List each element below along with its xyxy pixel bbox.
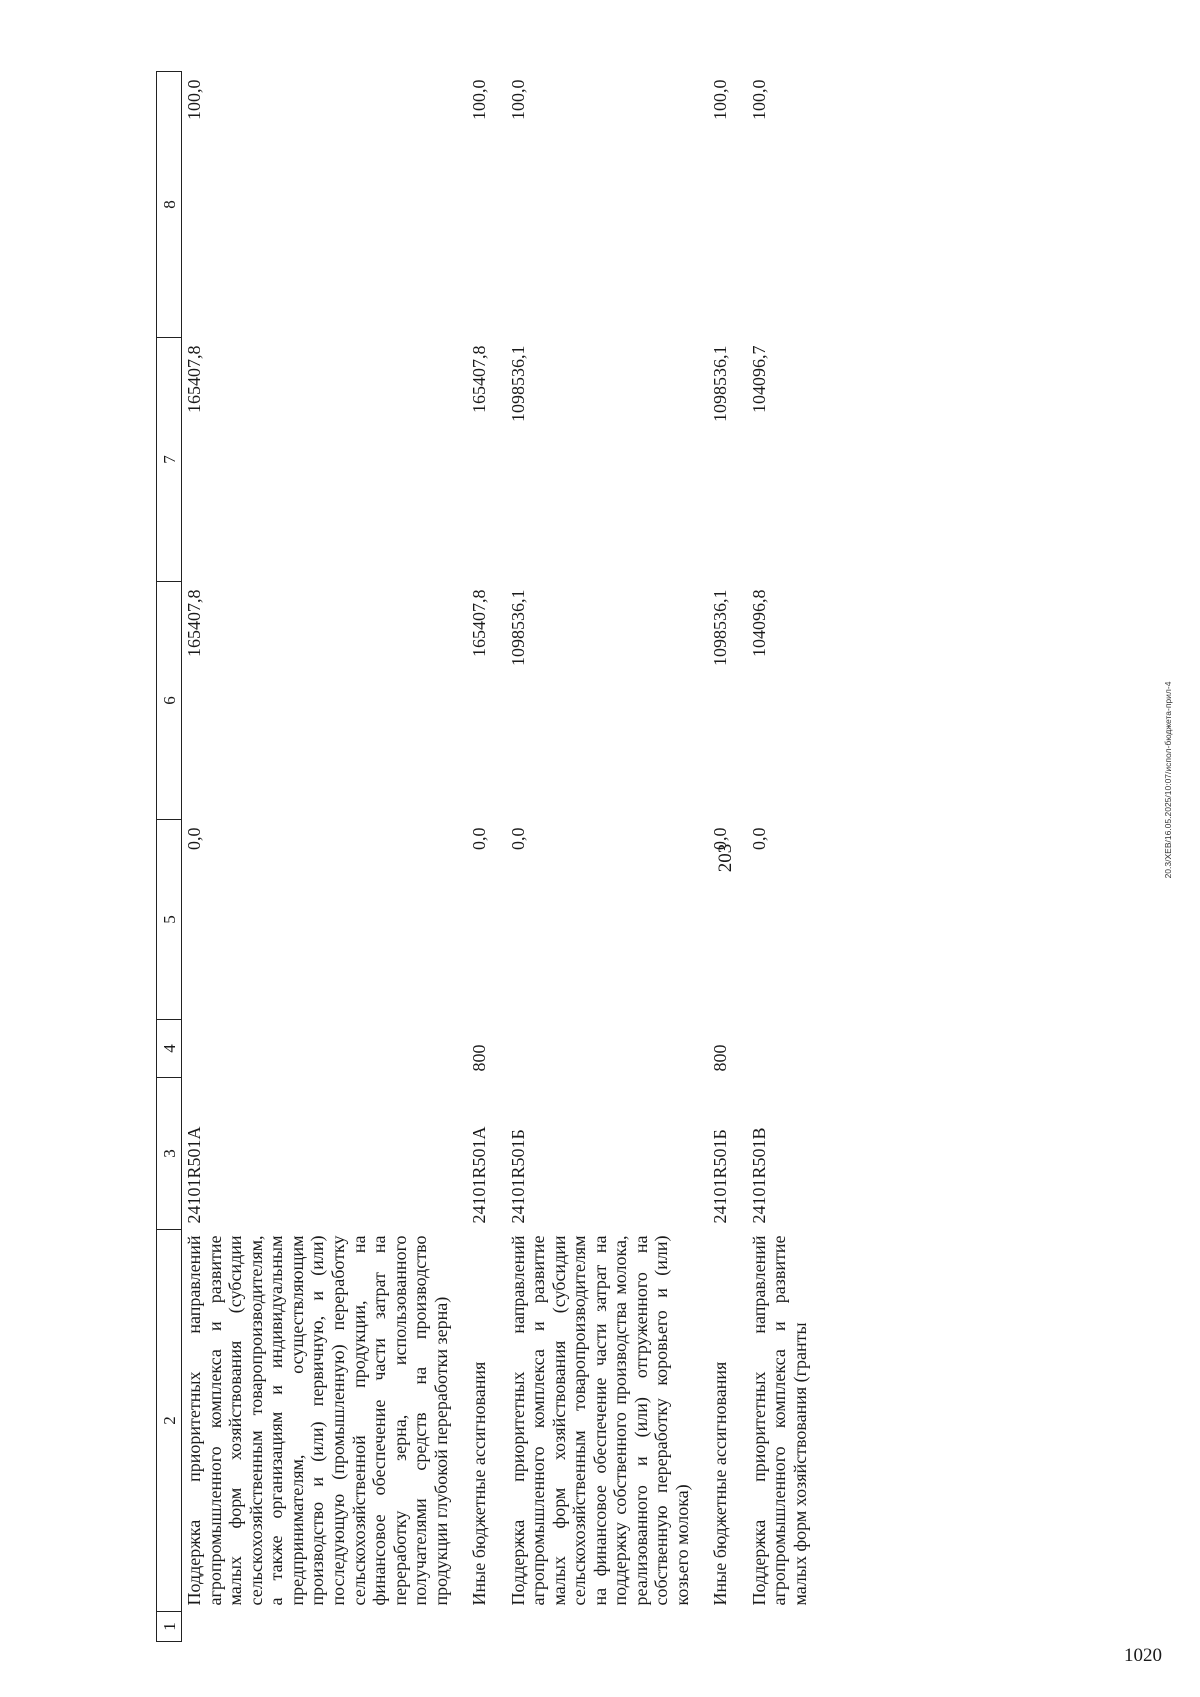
- row-col6: 1098536,1: [507, 589, 528, 666]
- page-number: 203: [715, 843, 736, 873]
- row-number: [739, 1612, 819, 1642]
- row-name: Поддержка приоритетных направлений агропромышленного комплекса и развитие малых форм хозяйствования (субсидии сельскохозяйственным товаропроизводителям на финансовое обеспечение части затрат на поддержку собственного производства молока, реализованного и (или) отгруженного на собственную переработку коровьего и (или) козьего молока): [507, 1235, 692, 1606]
- row-col7: 1098536,1: [710, 345, 731, 422]
- row-col5: 0,0: [710, 827, 731, 850]
- header-cell: 7: [157, 338, 182, 582]
- row-col8: 100,0: [507, 79, 528, 120]
- row-name: Поддержка приоритетных направлений агропромышленного комплекса и развитие малых форм хозяйствования (субсидии сельскохозяйственным товаропроизводителям, а также организациям и индивидуальным предпринимателям, осуществляющим производство и (или) первичную, и (или) последующую (промышленную) переработку сельскохозяйственной продукции, на финансовое обеспечение части затрат на переработку зерна, использованного получателями средств на производство продукции глубокой переработки зерна): [184, 1235, 451, 1606]
- sheet-number: 1020: [1124, 1645, 1162, 1666]
- row-col7: 104096,7: [748, 345, 769, 413]
- row-col5: 0,0: [748, 827, 769, 850]
- row-code: 24101R501А: [469, 1126, 490, 1224]
- budget-table: [156, 71, 818, 1642]
- header-cell: 2: [157, 1230, 182, 1612]
- row-col8: 100,0: [469, 79, 490, 120]
- row-col6: 165407,8: [469, 589, 490, 657]
- row-number: [182, 1612, 459, 1642]
- row-col5: 0,0: [469, 827, 490, 850]
- table-row: [700, 72, 739, 1642]
- document-footer: 20.3/ХЕВ/16.05.2025/10:07/испол-бюджета-прил-4: [1163, 681, 1173, 879]
- row-col7: 165407,8: [469, 345, 490, 413]
- row-code: 24101R501В: [748, 1127, 769, 1224]
- row-number: [459, 1612, 498, 1642]
- row-type: [739, 1020, 819, 1078]
- table-row: [739, 72, 819, 1642]
- row-name: Иные бюджетные ассигнования: [710, 1361, 731, 1606]
- row-type: 800: [469, 1044, 490, 1072]
- header-cell: 3: [157, 1078, 182, 1230]
- row-name: Иные бюджетные ассигнования: [469, 1361, 490, 1606]
- row-type: 800: [710, 1044, 731, 1072]
- table-row: [459, 72, 498, 1642]
- row-col6: 104096,8: [748, 589, 769, 657]
- row-col8: 100,0: [184, 79, 205, 120]
- row-col5: 0,0: [184, 827, 205, 850]
- budget-table-container: [156, 72, 1036, 1642]
- row-col7: 165407,8: [184, 345, 205, 413]
- header-cell: 4: [157, 1020, 182, 1078]
- header-cell: 6: [157, 582, 182, 820]
- row-code: 24101R501А: [184, 1126, 205, 1224]
- header-cell: 5: [157, 820, 182, 1020]
- row-col5: 0,0: [507, 827, 528, 850]
- row-col8: 100,0: [748, 79, 769, 120]
- row-code: 24101R501Б: [507, 1129, 528, 1224]
- table-row: [498, 72, 701, 1642]
- header-cell: 8: [157, 72, 182, 338]
- table-row: [182, 72, 459, 1642]
- row-col6: 1098536,1: [710, 589, 731, 666]
- row-number: [700, 1612, 739, 1642]
- row-name: Поддержка приоритетных направлений агропромышленного комплекса и развитие малых форм хозяйствования (гранты: [748, 1235, 810, 1606]
- header-cell: 1: [157, 1612, 182, 1642]
- row-number: [498, 1612, 701, 1642]
- row-col6: 165407,8: [184, 589, 205, 657]
- row-col8: 100,0: [710, 79, 731, 120]
- row-type: [182, 1020, 459, 1078]
- row-code: 24101R501Б: [710, 1129, 731, 1224]
- table-header-row: [157, 72, 182, 1642]
- row-type: [498, 1020, 701, 1078]
- row-col7: 1098536,1: [507, 345, 528, 422]
